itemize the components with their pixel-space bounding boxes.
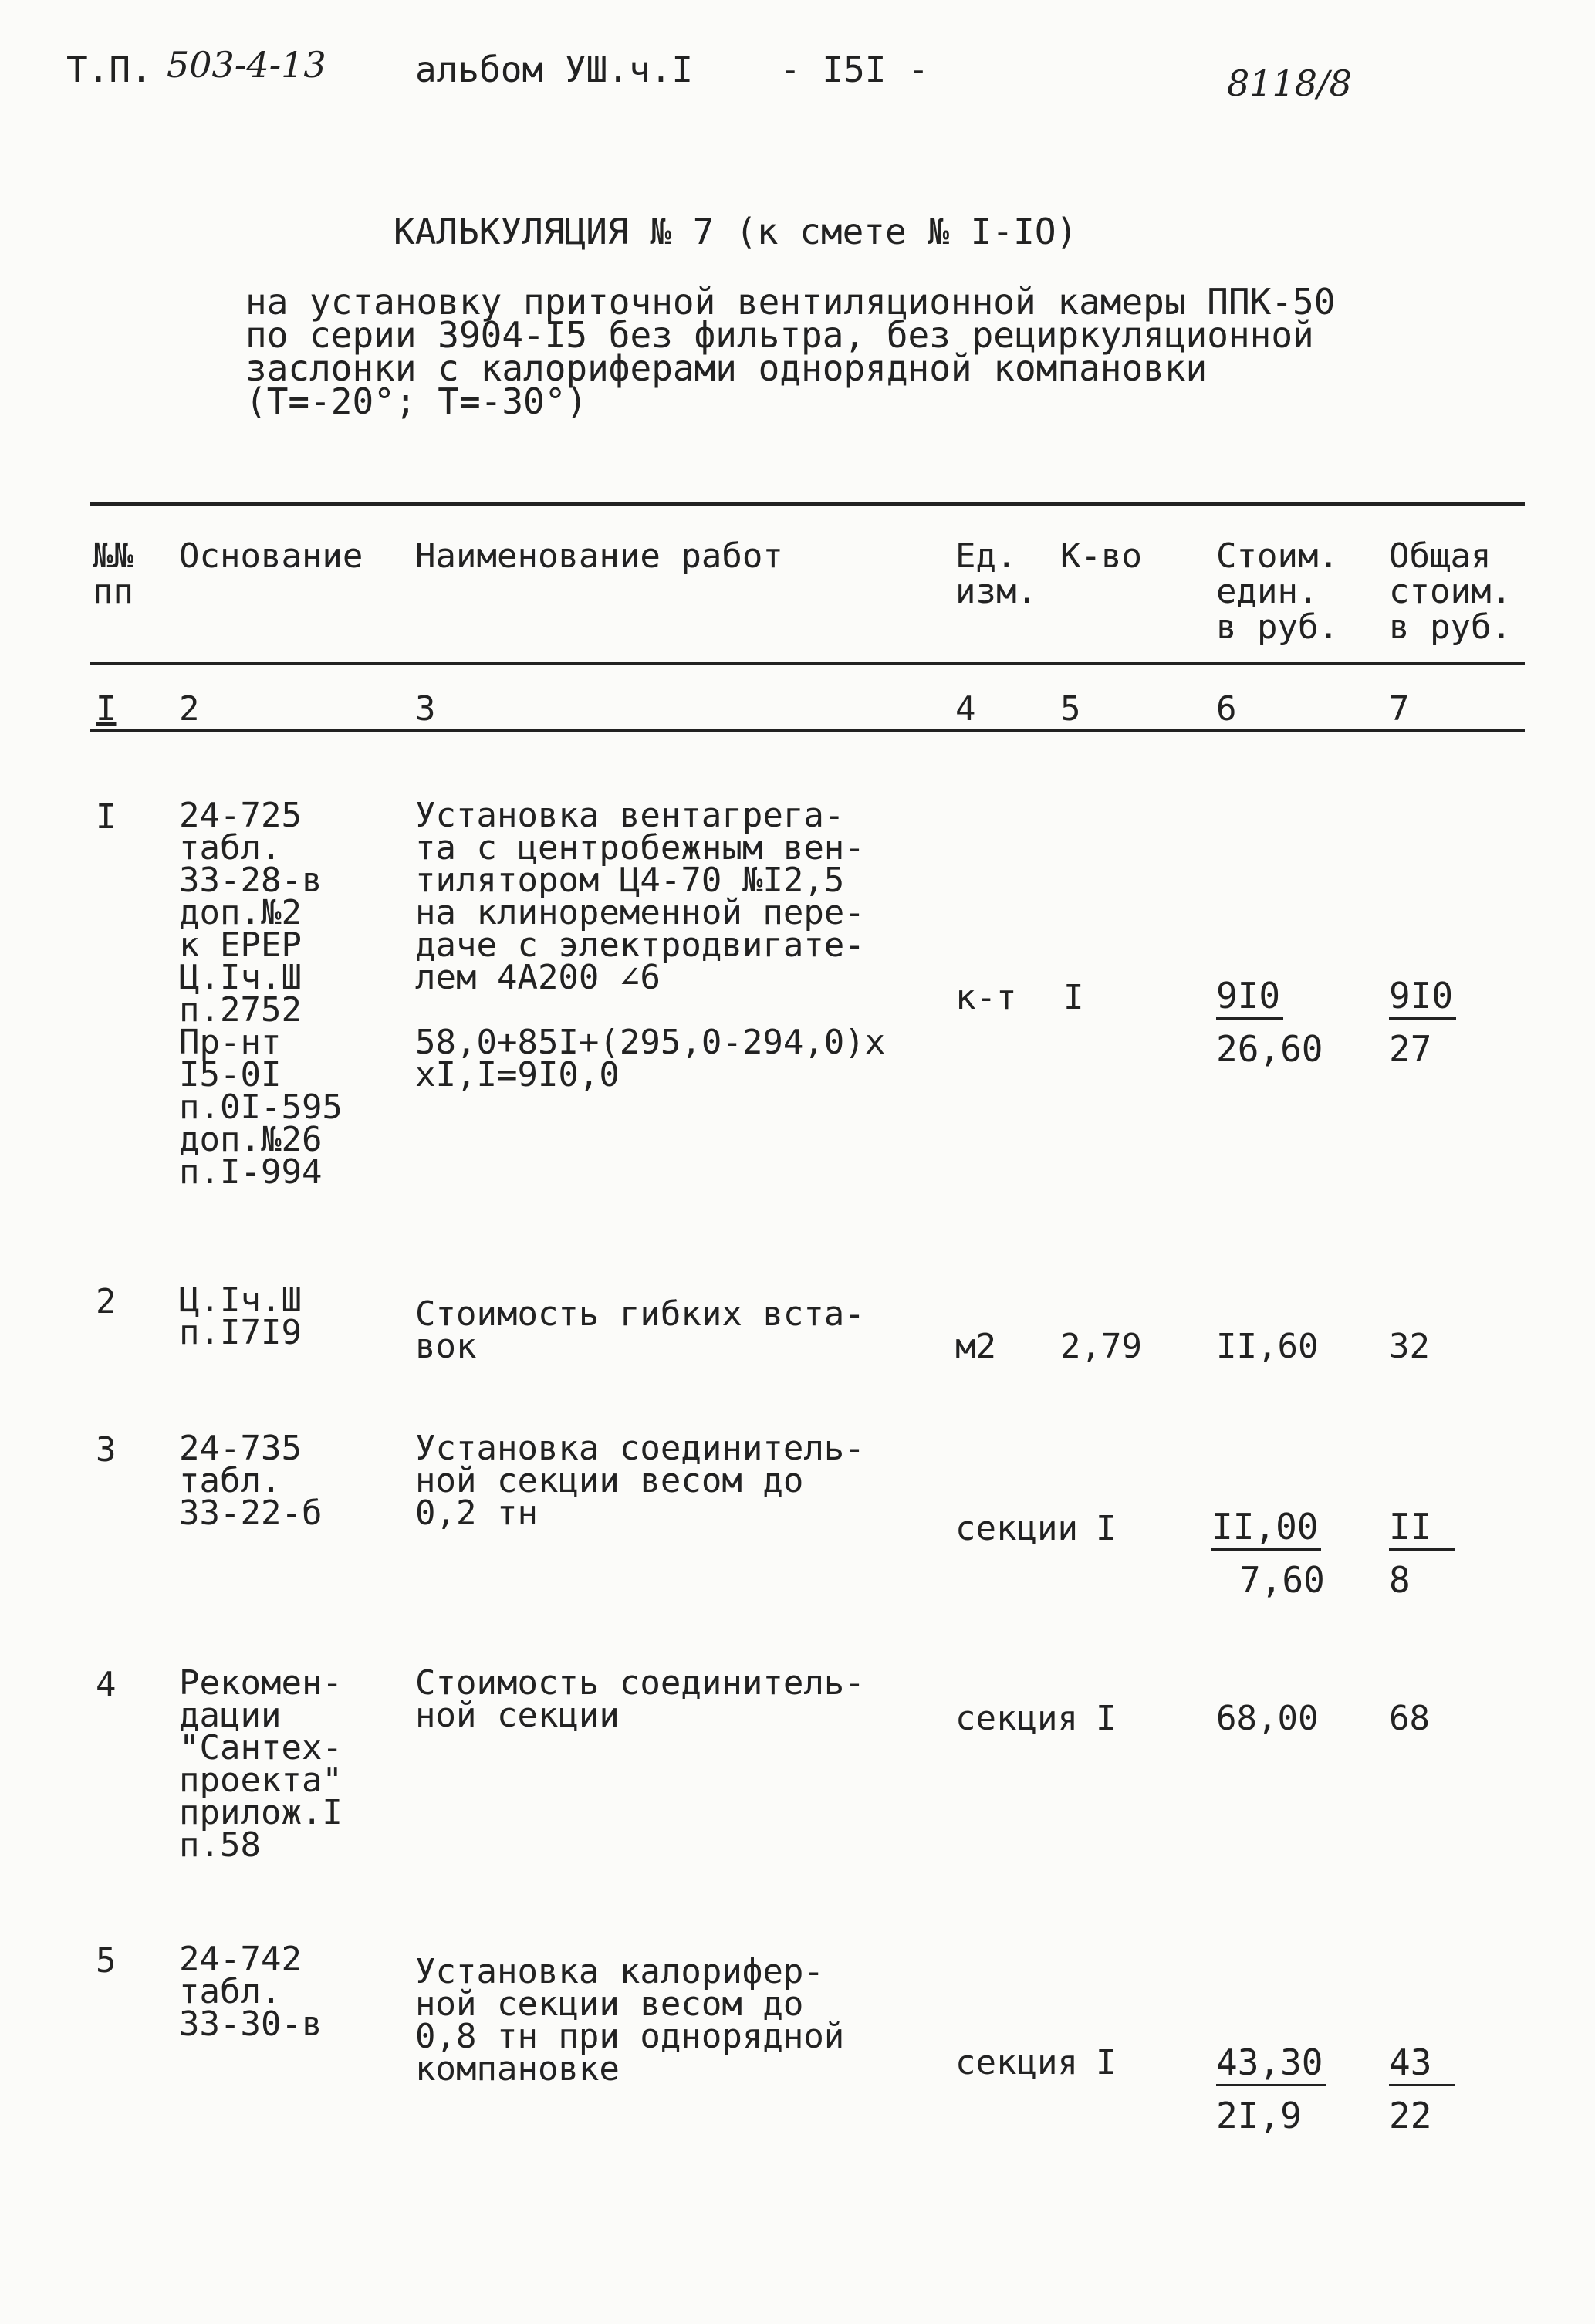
header-basis: Основание: [179, 536, 363, 576]
page-number: - I5I -: [779, 49, 929, 90]
subtitle-line: по серии 3904-I5 без фильтра, без рециркуляционной: [245, 314, 1314, 356]
row-basis: 24-725 табл. 33-28-в доп.№2 к ЕРЕР Ц.Iч.Ш п.2752 Пр-нт I5-0I п.0I-595 доп.№26 п.I-994: [179, 796, 343, 1192]
row-unit: к-т: [955, 978, 1017, 1017]
row-total-cost: $\frac{43}{22}$: [1389, 2044, 1455, 2134]
row-qty: 2,79: [1060, 1327, 1142, 1366]
row-unit: секция: [955, 1699, 1078, 1738]
row-unit-cost: $\frac{II,00}{7,60}$: [1211, 1506, 1325, 1601]
row-basis: Рекомен- дации "Сантех- проекта" прилож.I п.58: [179, 1663, 343, 1865]
row-total-cost: 32: [1389, 1327, 1430, 1366]
row-num: 4: [96, 1665, 117, 1704]
calc-subtitle: [245, 281, 1336, 422]
header-unit: Ед. изм.: [955, 536, 1037, 611]
row-unit: м2: [955, 1327, 996, 1366]
row-qty: I: [1096, 1699, 1117, 1738]
row-name: Установка соединитель- ной секции весом до 0,2 тн: [415, 1429, 865, 1533]
row-num: 5: [96, 1941, 117, 1981]
colnum-1: I: [96, 689, 117, 729]
row-basis: Ц.Iч.Ш п.I7I9: [179, 1280, 302, 1352]
row-num: 3: [96, 1430, 117, 1470]
colnum-2: 2: [179, 689, 200, 729]
row-total-cost: $\frac{9I0}{27}$: [1389, 977, 1456, 1067]
subtitle-line: (Т=-20°; Т=-30°): [245, 381, 588, 422]
row-name: Установка калорифер- ной секции весом до 0,8 тн при однорядной компановке: [415, 1952, 845, 2089]
doc-number: 503-4-13: [167, 44, 326, 86]
header-bottom-rule: [90, 662, 1525, 665]
row-name: Стоимость соединитель- ной секции: [415, 1663, 865, 1735]
row-num: 2: [96, 1282, 117, 1321]
row-name: Установка вентагрега- та с центробежным вен- тилятором Ц4-70 №I2,5 на клиноременной пере- даче с электродвигате- лем 4А200 ∠6 58,0+85I+(295,0-294,0)х хI,I=9I0,0: [415, 796, 886, 1094]
header-name: Наименование работ: [415, 536, 783, 576]
header-qty: К-во: [1060, 536, 1142, 576]
row-basis: 24-735 табл. 33-22-б: [179, 1429, 323, 1533]
row-qty: I: [1096, 1509, 1117, 1548]
row-unit-cost: 68,00: [1216, 1699, 1319, 1738]
doc-prefix: Т.П.: [66, 49, 152, 90]
calc-title: КАЛЬКУЛЯЦИЯ № 7 (к смете № I-IO): [394, 211, 1078, 252]
colnum-7: 7: [1389, 689, 1410, 729]
row-name: Стоимость гибких вста- вок: [415, 1294, 865, 1366]
row-num: I: [96, 797, 117, 837]
row-unit: секции: [955, 1509, 1078, 1548]
row-unit-cost: $\frac{9I0}{26,60}$: [1216, 975, 1323, 1070]
row-basis: 24-742 табл. 33-30-в: [179, 1940, 323, 2044]
row-qty: I: [1096, 2043, 1117, 2082]
row-unit-cost: II,60: [1216, 1327, 1319, 1366]
header-total-cost: Общая стоим. в руб.: [1389, 536, 1512, 647]
row-qty: I: [1063, 978, 1084, 1017]
colnum-4: 4: [955, 689, 976, 729]
header-unit-cost: Стоим. един. в руб.: [1216, 536, 1339, 647]
colnum-3: 3: [415, 689, 436, 729]
row-unit: секция: [955, 2043, 1078, 2082]
colnum-bottom-rule: [90, 729, 1525, 732]
row-unit-cost: $\frac{43,30}{2I,9}$: [1216, 2044, 1326, 2134]
header-num: №№ пп: [93, 536, 133, 611]
archive-stamp: 8118/8: [1227, 63, 1352, 104]
subtitle-line: на установку приточной вентиляционной камеры ППК-50: [245, 281, 1336, 323]
row-total-cost: 68: [1389, 1699, 1430, 1738]
row-total-cost: $\frac{II}{8}$: [1389, 1508, 1455, 1598]
colnum-6: 6: [1216, 689, 1237, 729]
table-top-rule: [90, 502, 1525, 506]
album-label: альбом УШ.ч.I: [415, 49, 694, 90]
colnum-5: 5: [1060, 689, 1081, 729]
subtitle-line: заслонки с калориферами однорядной компановки: [245, 347, 1208, 389]
